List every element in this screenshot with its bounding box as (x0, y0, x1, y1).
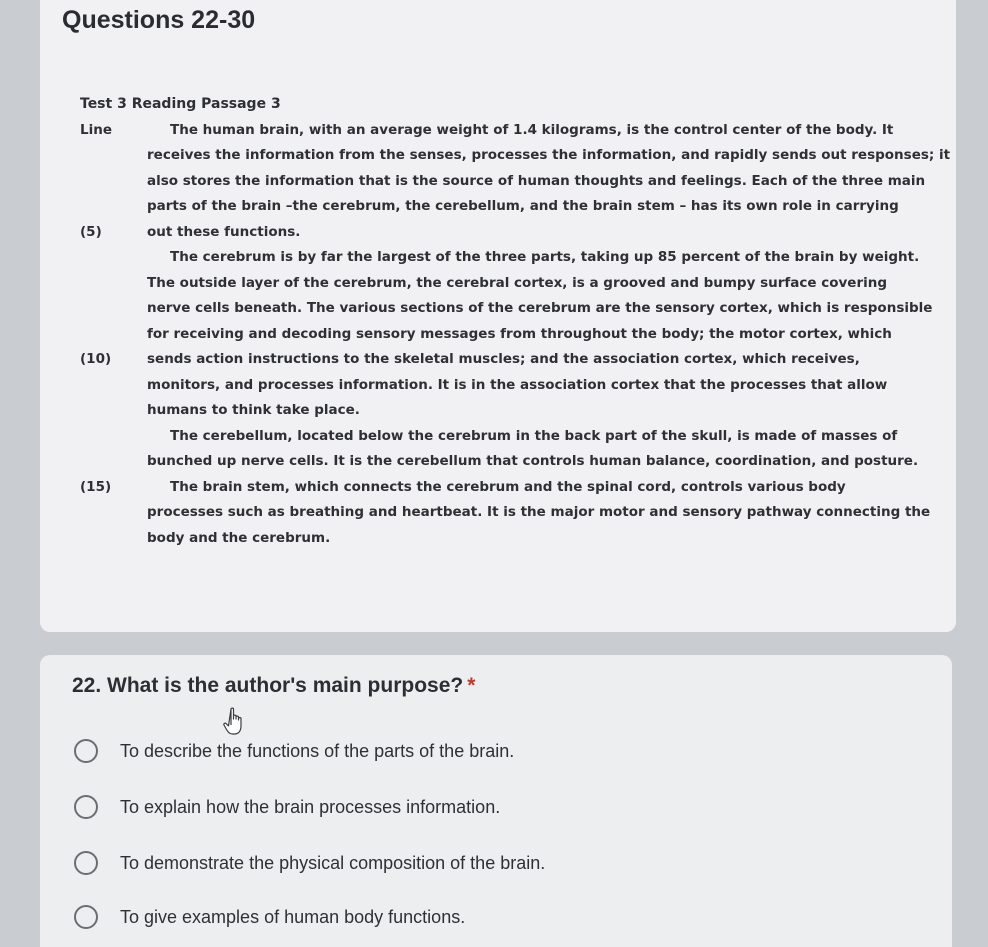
required-asterisk: * (467, 674, 476, 697)
passage-lines (80, 118, 951, 552)
option-label: To demonstrate the physical composition of the brain. (120, 852, 546, 873)
section-title: Questions 22-30 (62, 6, 256, 34)
passage-line (80, 475, 940, 501)
radio-button[interactable] (74, 739, 98, 763)
question-card (40, 655, 952, 947)
line-text: sends action instructions to the skeletal muscles; and the association cortex, which receives, (147, 351, 860, 367)
radio-button[interactable] (74, 795, 98, 819)
passage-line (80, 118, 940, 144)
line-text: processes such as breathing and heartbeat. It is the major motor and sensory pathway connecting the (147, 504, 931, 520)
radio-button[interactable] (74, 851, 98, 875)
line-text: The cerebellum, located below the cerebrum in the back part of the skull, is made of masses of (170, 427, 898, 444)
passage-line (80, 526, 940, 552)
passage-line (80, 220, 940, 246)
passage-header: Test 3 Reading Passage 3 (80, 96, 281, 112)
option-label: To explain how the brain processes information. (120, 796, 501, 817)
line-text: humans to think take place. (147, 402, 360, 418)
passage-line (80, 424, 940, 450)
passage-line (80, 194, 940, 220)
line-text: out these functions. (147, 223, 301, 240)
passage-line (80, 373, 940, 399)
line-text: body and the cerebrum. (147, 529, 331, 546)
passage-line (80, 143, 951, 169)
line-text: receives the information from the senses, processes the information, and rapidly sends out responses; it (147, 147, 951, 163)
option-explain-processing[interactable] (74, 795, 500, 819)
line-text: The outside layer of the cerebrum, the cerebral cortex, is a grooved and bumpy surface covering (147, 274, 888, 291)
passage-line (80, 245, 940, 271)
line-text: parts of the brain –the cerebrum, the cerebellum, and the brain stem – has its own role in carrying (147, 198, 899, 214)
passage-line (80, 296, 940, 322)
option-label: To describe the functions of the parts of the brain. (120, 740, 515, 761)
passage-line (80, 271, 940, 297)
option-describe-functions[interactable] (74, 739, 514, 763)
line-number: Line (80, 121, 112, 138)
line-text: for receiving and decoding sensory messages from throughout the body; the motor cortex, which (147, 325, 892, 342)
passage-card (40, 0, 956, 632)
passage-line (80, 398, 940, 424)
line-number: (10) (80, 351, 112, 367)
passage-line (80, 322, 940, 348)
passage-line (80, 169, 940, 195)
option-demonstrate-composition[interactable] (74, 851, 545, 875)
reading-passage (80, 92, 951, 551)
line-text: The cerebrum is by far the largest of the three parts, taking up 85 percent of the brain by weight. (170, 249, 920, 265)
passage-line (80, 500, 940, 526)
line-text: monitors, and processes information. It is in the association cortex that the processes that allow (147, 376, 888, 393)
line-text: bunched up nerve cells. It is the cerebellum that controls human balance, coordination, and posture. (147, 453, 919, 469)
radio-button[interactable] (74, 905, 98, 929)
line-text: nerve cells beneath. The various sections of the cerebrum are the sensory cortex, which is responsible (147, 300, 933, 316)
option-give-examples[interactable] (74, 905, 465, 929)
passage-line (80, 449, 940, 475)
question-title (72, 674, 475, 698)
line-number: (15) (80, 478, 112, 495)
option-label: To give examples of human body functions. (120, 906, 466, 927)
question-text: 22. What is the author's main purpose? (72, 674, 464, 697)
line-number: (5) (80, 223, 102, 240)
line-text: The brain stem, which connects the cerebrum and the spinal cord, controls various body (170, 478, 846, 495)
line-text: The human brain, with an average weight of 1.4 kilograms, is the control center of the body. It (170, 121, 894, 138)
line-text: also stores the information that is the source of human thoughts and feelings. Each of the three main (147, 172, 926, 189)
passage-line (80, 347, 940, 373)
hand-pointer-icon (222, 707, 246, 737)
